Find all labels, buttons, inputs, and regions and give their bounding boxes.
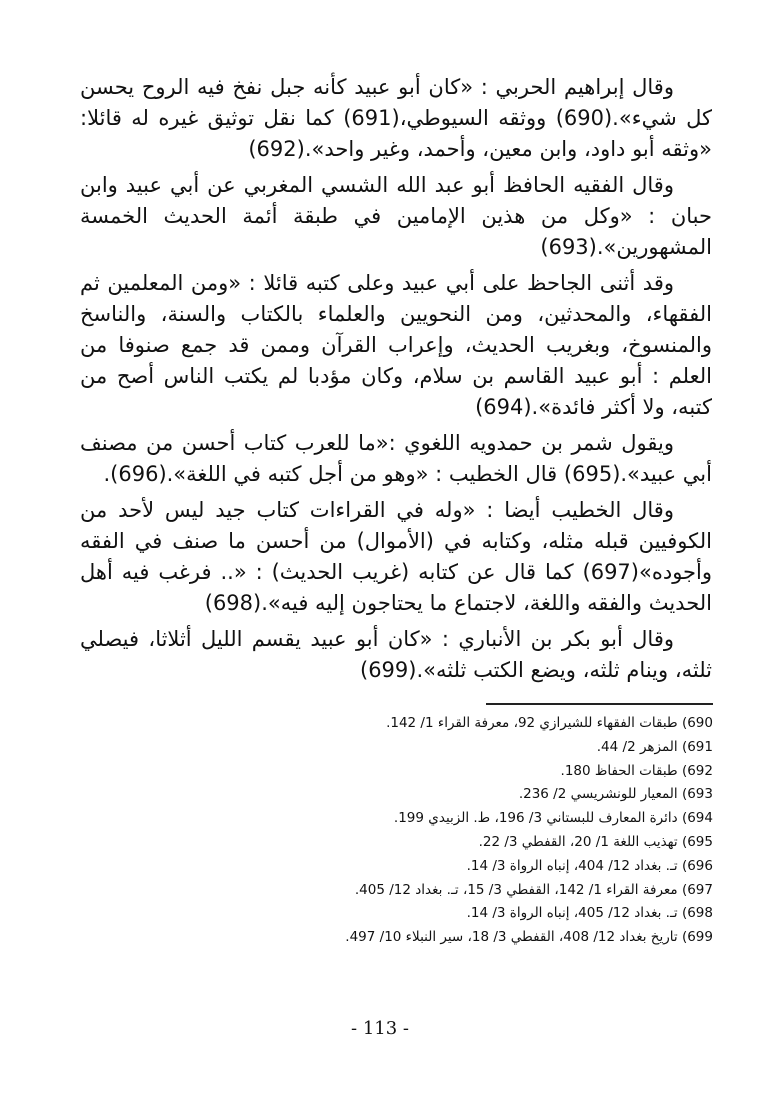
paragraph-text: وقال الفقيه الحافظ أبو عبد الله الشسي المغربي عن أبي عبيد وابن حبان : «وكل من هذين الإمامين في طبقة أئمة الحديث الخمسة المشهورين».(693): [80, 173, 712, 259]
paragraph-text: ويقول شمر بن حمدويه اللغوي :«ما للعرب كتاب أحسن من مصنف أبي عبيد».(695) قال الخطيب : «وهو من أجل كتبه في اللغة».(696).: [80, 431, 712, 486]
paragraph-text: وقد أثنى الجاحظ على أبي عبيد وعلى كتبه قائلا : «ومن المعلمين ثم الفقهاء، والمحدثين، ومن النحويين والعلماء بالكتاب والسنة، والناسخ والمنسوخ، وبغريب الحديث، وإعراب القرآن وممن قد جمع صنوفا من العلم : أبو عبيد القاسم بن سلام، وكان مؤدبا لم يكتب الناس أصح من كتبه، ولا أكثر فائدة».(694): [80, 271, 712, 419]
paragraph-shamir: [80, 428, 712, 490]
footnote-696: 696) تـ. بغداد 12/ 404، إنباه الرواة 3/ 14.: [466, 857, 713, 874]
footnote-692: 692) طبقات الحفاظ 180.: [560, 762, 713, 779]
main-text: [80, 72, 712, 691]
paragraph-khatib: [80, 495, 712, 619]
paragraph-harbi: [80, 72, 712, 165]
footnote-690: 690) طبقات الفقهاء للشيرازي 92، معرفة القراء 1/ 142.: [386, 715, 713, 731]
paragraph-shasi: [80, 170, 712, 263]
footnote-694: 694) دائرة المعارف للبستاني 3/ 196، ط. الزبيدي 199.: [393, 810, 713, 827]
footnote-699: 699) تاريخ بغداد 12/ 408، القفطي 3/ 18، سير النبلاء 10/ 497.: [345, 929, 713, 946]
paragraph-text: وقال الخطيب أيضا : «وله في القراءات كتاب جيد ليس لأحد من الكوفيين قبله مثله، وكتابه في (الأموال) من أحسن ما صنف في الفقه وأجوده»(697) كما قال عن كتابه (غريب الحديث) : «.. فرغب فيه أهل الحديث والفقه واللغة، لاجتماع ما يحتاجون إليه فيه».(698): [80, 498, 712, 615]
page-number: - 113 -: [351, 1018, 409, 1039]
footnote-698: 698) تـ. بغداد 12/ 405، إنباه الرواة 3/ 14.: [466, 905, 713, 922]
footnote-697: 697) معرفة القراء 1/ 142، القفطي 3/ 15، تـ. بغداد 12/ 405.: [354, 881, 713, 898]
paragraph-text: وقال أبو بكر بن الأنباري : «كان أبو عبيد يقسم الليل أثلاثا، فيصلي ثلثه، وينام ثلثه، ويضع الكتب ثلثه».(699): [80, 627, 712, 682]
footnotes-list: [160, 712, 713, 950]
paragraph-jahiz: [80, 268, 712, 423]
paragraph-text: وقال إبراهيم الحربي : «كان أبو عبيد كأنه جبل نفخ فيه الروح يحسن كل شيء».(690) ووثقه السيوطي،(691) كما نقل توثيق غيره له قائلا: «وثقه أبو داود، وابن معين، وأحمد، وغير واحد».(692): [80, 75, 712, 161]
footnote-691: 691) المزهر 2/ 44.: [596, 738, 713, 755]
paragraph-anbari: [80, 624, 712, 686]
footnote-695: 695) تهذيب اللغة 1/ 20، القفطي 3/ 22.: [478, 833, 713, 850]
footnote-separator: [486, 703, 713, 705]
footnote-693: 693) المعيار للونشريسي 2/ 236.: [518, 786, 713, 803]
